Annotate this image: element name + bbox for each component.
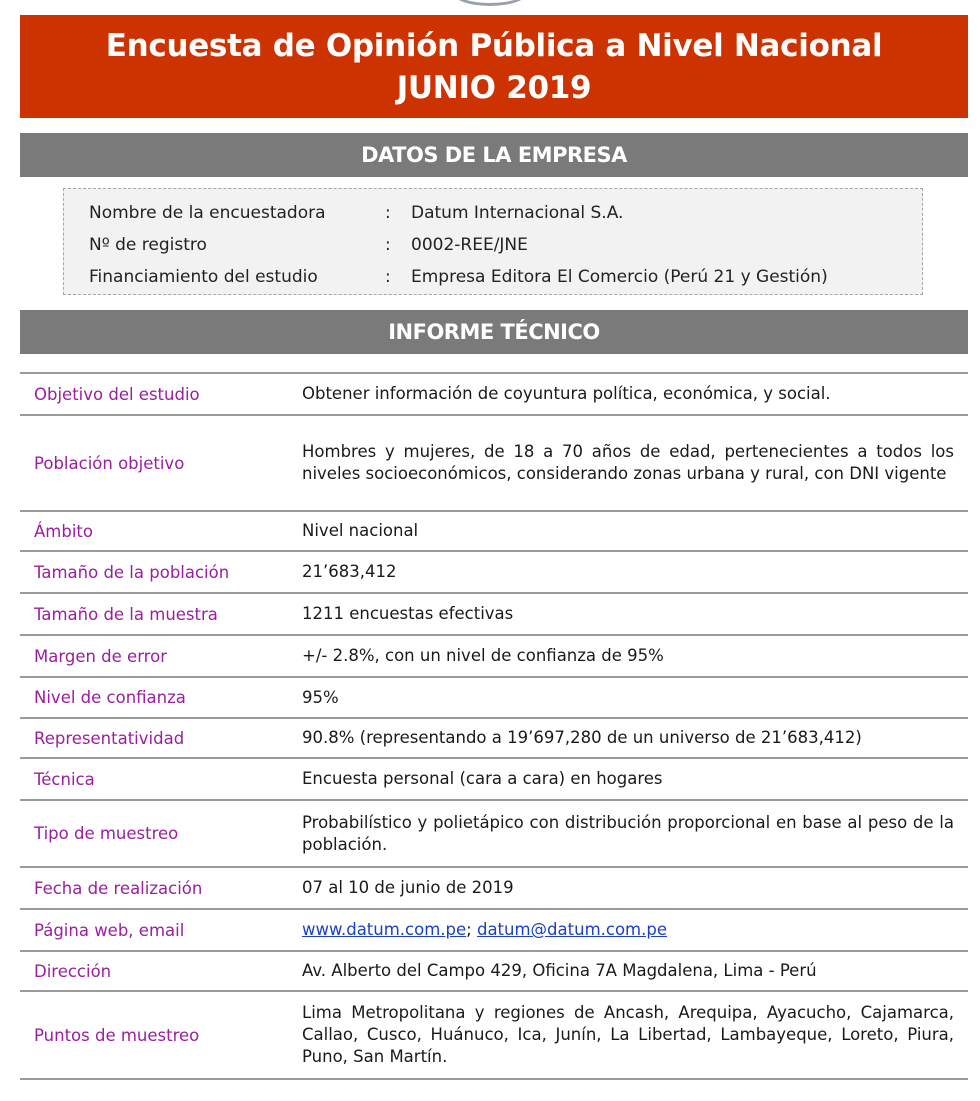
table-row: [20, 867, 968, 909]
website-link[interactable]: www.datum.com.pe: [302, 920, 467, 939]
table-row: [20, 511, 968, 551]
table-row: [20, 991, 968, 1079]
row-label: Técnica: [34, 769, 95, 789]
table-row: [20, 551, 968, 593]
link-separator: ;: [466, 920, 477, 939]
company-value: 0002-REE/JNE: [411, 235, 528, 255]
row-value: Encuesta personal (cara a cara) en hogares: [302, 769, 663, 788]
row-label: Fecha de realización: [34, 878, 203, 898]
table-row: [20, 800, 968, 867]
table-row: [20, 373, 968, 415]
table-row: [20, 677, 968, 718]
company-label: Nombre de la encuestadora: [89, 203, 326, 223]
row-label: Población objetivo: [34, 453, 185, 473]
row-label: Tamaño de la población: [34, 562, 230, 582]
company-colon: :: [385, 267, 391, 287]
company-value: Empresa Editora El Comercio (Perú 21 y Gestión): [411, 267, 828, 287]
row-value: 90.8% (representando a 19’697,280 de un universo de 21’683,412): [302, 728, 862, 747]
technical-report-table: [20, 372, 968, 1080]
row-value: 1211 encuestas efectivas: [302, 604, 514, 623]
row-value: Lima Metropolitana y regiones de Ancash, Arequipa, Ayacucho, Cajamarca, Callao, Cusco, Huánuco, Ica, Junín, La Libertad, Lambayeque, Loreto, Piura, Puno, San Martín.: [302, 1003, 954, 1066]
company-value: Datum Internacional S.A.: [411, 203, 624, 223]
company-row-registro: [89, 229, 922, 261]
row-value: Obtener información de coyuntura política, económica, y social.: [302, 384, 831, 403]
row-label: Tamaño de la muestra: [34, 604, 218, 624]
table-row: [20, 718, 968, 758]
section-header-informe: INFORME TÉCNICO: [20, 310, 968, 354]
row-label: Tipo de muestreo: [34, 824, 179, 843]
table-row: [20, 415, 968, 511]
title-banner: [20, 15, 968, 118]
row-label: Página web, email: [34, 920, 185, 940]
title-line-2: JUNIO 2019: [396, 70, 592, 106]
logo-fragment: [452, 0, 528, 6]
row-label: Dirección: [34, 961, 112, 981]
company-label: Nº de registro: [89, 235, 207, 255]
company-row-financiamiento: [89, 261, 922, 293]
company-label: Financiamiento del estudio: [89, 267, 318, 287]
row-value: Av. Alberto del Campo 429, Oficina 7A Magdalena, Lima - Perú: [302, 961, 817, 980]
row-value: Nivel nacional: [302, 521, 419, 540]
row-value: 07 al 10 de junio de 2019: [302, 878, 514, 897]
row-value: 21’683,412: [302, 562, 397, 581]
section-header-empresa: DATOS DE LA EMPRESA: [20, 133, 968, 177]
row-label: Ámbito: [34, 521, 93, 541]
company-info-box: [63, 188, 923, 295]
table-row: [20, 951, 968, 991]
row-value: 95%: [302, 687, 339, 707]
email-link[interactable]: datum@datum.com.pe: [476, 920, 667, 939]
table-row: [20, 635, 968, 677]
title-line-1: Encuesta de Opinión Pública a Nivel Nacional: [105, 28, 883, 64]
table-row: [20, 909, 968, 951]
row-value: [302, 909, 968, 951]
company-colon: :: [385, 235, 391, 255]
table-row: [20, 593, 968, 635]
row-value: Hombres y mujeres, de 18 a 70 años de edad, pertenecientes a todos los niveles socioeconómicos, considerando zonas urbana y rural, con DNI vigente: [302, 442, 954, 483]
table-row: [20, 758, 968, 800]
row-value: +/- 2.8%, con un nivel de confianza de 95%: [302, 646, 664, 665]
row-label: Margen de error: [34, 646, 167, 666]
row-label: Puntos de muestreo: [34, 1025, 200, 1045]
row-value: Probabilístico y polietápico con distribución proporcional en base al peso de la población.: [302, 812, 954, 854]
row-label: Nivel de confianza: [34, 688, 186, 707]
company-row-name: [89, 197, 922, 229]
company-colon: :: [385, 203, 391, 223]
row-label: Representatividad: [34, 728, 185, 748]
row-label: Objetivo del estudio: [34, 384, 200, 404]
